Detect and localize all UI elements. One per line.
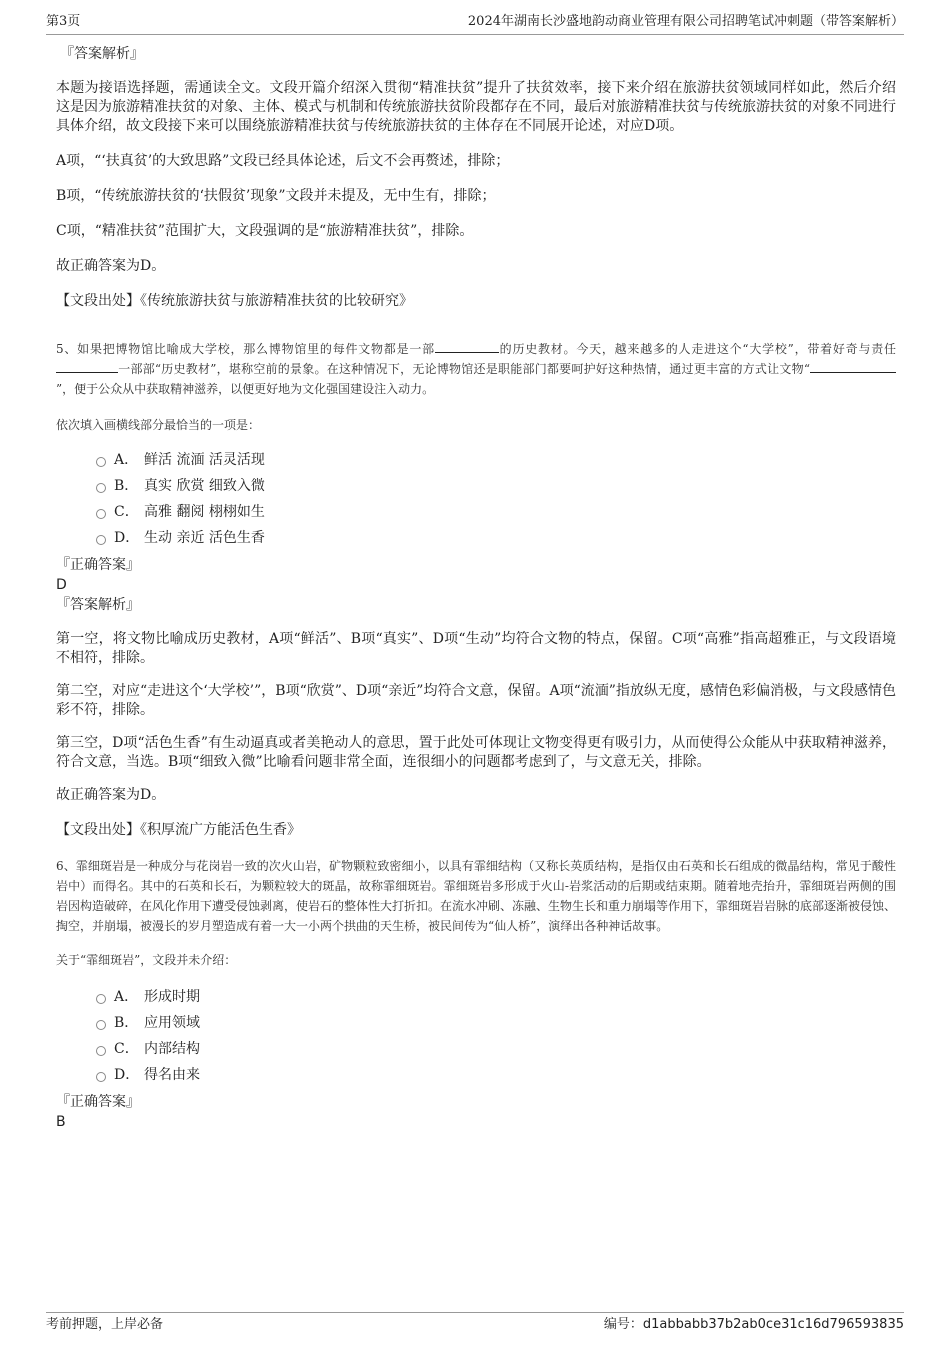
page-footer [46, 1312, 904, 1335]
question-6-options [56, 984, 896, 1088]
option-c[interactable]: C． 高雅 翻阅 栩栩如生 [56, 499, 896, 525]
radio-icon[interactable] [96, 483, 106, 493]
answer-value: D [56, 577, 67, 593]
option-b[interactable]: B． 真实 欣赏 细致入微 [56, 473, 896, 499]
document-title: 2024年湖南长沙盛地韵动商业管理有限公司招聘笔试冲刺题（带答案解析） [467, 14, 904, 29]
source-citation [56, 292, 896, 311]
option-a[interactable]: A． 鲜活 流湎 活灵活现 [56, 447, 896, 473]
radio-icon[interactable] [96, 1072, 106, 1082]
option-d[interactable]: D． 生动 亲近 活色生香 [56, 525, 896, 551]
analysis-paragraph: 第二空，对应“走进这个‘大学校’”，B项“欣赏”、D项“亲近”均符合文意，保留。A项“流湎”指放纵无度，感情色彩偏消极，与文段感情色彩不符，排除。 [56, 683, 896, 718]
page-content [56, 44, 896, 1132]
analysis-conclusion: 故正确答案为D。 [56, 258, 166, 274]
radio-icon[interactable] [96, 1046, 106, 1056]
document-code: 编号：d1abbabb37b2ab0ce31c16d796593835 [603, 1317, 904, 1332]
answer-label: 『正确答案』 [56, 1094, 140, 1110]
question-6-prompt: 关于“霏细斑岩”，文段并未介绍： [56, 953, 237, 967]
page-header [46, 12, 904, 35]
analysis-conclusion: 故正确答案为D。 [56, 787, 166, 803]
option-c[interactable]: C． 内部结构 [56, 1036, 896, 1062]
footer-slogan: 考前押题，上岸必备 [46, 1317, 164, 1332]
option-d[interactable]: D． 得名由来 [56, 1062, 896, 1088]
analysis-label: 『答案解析』 [56, 597, 140, 613]
source-label: 【文段出处】 [56, 822, 140, 838]
question-5-options [56, 447, 896, 551]
analysis-label: 『答案解析』 [60, 46, 144, 62]
source-title: 《传统旅游扶贫与旅游精准扶贫的比较研究》 [140, 293, 413, 309]
radio-icon[interactable] [96, 994, 106, 1004]
answer-value: B [56, 1114, 66, 1130]
question-5-text: 5、如果把博物馆比喻成大学校，那么博物馆里的每件文物都是一部 的历史教材。今天，越来越多的人走进这个“大学校”，带着好奇与责任一部部“历史教材”，堪称空前的景象。在这种情况下，无论博物馆还是职能部门都要呵护好这种热情，通过更丰富的方式让文物“”，便于公众从中获取精神滋养，以便更好地为文化强国建设注入动力。 [56, 342, 896, 396]
radio-icon[interactable] [96, 457, 106, 467]
page-number: 第3页 [46, 14, 81, 29]
option-a[interactable]: A． 形成时期 [56, 984, 896, 1010]
source-citation [56, 821, 896, 840]
analysis-paragraph: C项，“精准扶贫”范围扩大，文段强调的是“旅游精准扶贫”，排除。 [56, 223, 474, 239]
question-5-prompt: 依次填入画横线部分最恰当的一项是： [56, 418, 261, 432]
question-6-text: 6、霏细斑岩是一种成分与花岗岩一致的次火山岩，矿物颗粒致密细小，以具有霏细结构（又称长英质结构，是指仅由石英和长石组成的微晶结构，常见于酸性岩中）而得名。其中的石英和长石，为颗粒较大的斑晶，故称霏细斑岩。霏细斑岩多形成于火山-岩浆活动的后期或结束期。随着地壳抬升，霏细斑岩两侧的围岩因构造破碎，在风化作用下遭受侵蚀剥离，使岩石的整体性大打折扣。在流水冲刷、冻融、生物生长和重力崩塌等作用下，霏细斑岩岩脉的底部逐渐被侵蚀、掏空，并崩塌，被漫长的岁月塑造成有着一大一小两个拱曲的天生桥，被民间传为“仙人桥”，演绎出各种神话故事。 [56, 859, 897, 933]
radio-icon[interactable] [96, 509, 106, 519]
fill-blank [435, 340, 499, 353]
fill-blank [56, 360, 118, 373]
analysis-paragraph: 第三空，D项“活色生香”有生动逼真或者美艳动人的意思，置于此处可体现让文物变得更有吸引力，从而使得公众能从中获取精神滋养，符合文意，当选。B项“细致入微”比喻看问题非常全面，连很细小的问题都考虑到了，与文意无关，排除。 [56, 735, 896, 770]
answer-label: 『正确答案』 [56, 557, 140, 573]
analysis-paragraph: B项，“传统旅游扶贫的‘扶假贫’现象”文段并未提及，无中生有，排除； [56, 188, 496, 204]
option-b[interactable]: B． 应用领域 [56, 1010, 896, 1036]
analysis-paragraph: A项，“‘扶真贫’的大致思路”文段已经具体论述，后文不会再赘述，排除； [56, 153, 510, 169]
radio-icon[interactable] [96, 535, 106, 545]
analysis-paragraph: 本题为接语选择题，需通读全文。文段开篇介绍深入贯彻“精准扶贫”提升了扶贫效率，接下来介绍在旅游扶贫领域同样如此，然后介绍这是因为旅游精准扶贫的对象、主体、模式与机制和传统旅游扶贫阶段都存在不同，最后对旅游精准扶贫与传统旅游扶贫的对象不同进行具体介绍，故文段接下来可以围绕旅游精准扶贫与传统旅游扶贫的主体存在不同展开论述，对应D项。 [56, 80, 896, 134]
radio-icon[interactable] [96, 1020, 106, 1030]
source-title: 《积厚流广方能活色生香》 [140, 822, 301, 838]
source-label: 【文段出处】 [56, 293, 140, 309]
fill-blank [810, 360, 896, 373]
analysis-paragraph: 第一空，将文物比喻成历史教材，A项“鲜活”、B项“真实”、D项“生动”均符合文物的特点，保留。C项“高雅”指高超雅正，与文段语境不相符，排除。 [56, 631, 896, 666]
